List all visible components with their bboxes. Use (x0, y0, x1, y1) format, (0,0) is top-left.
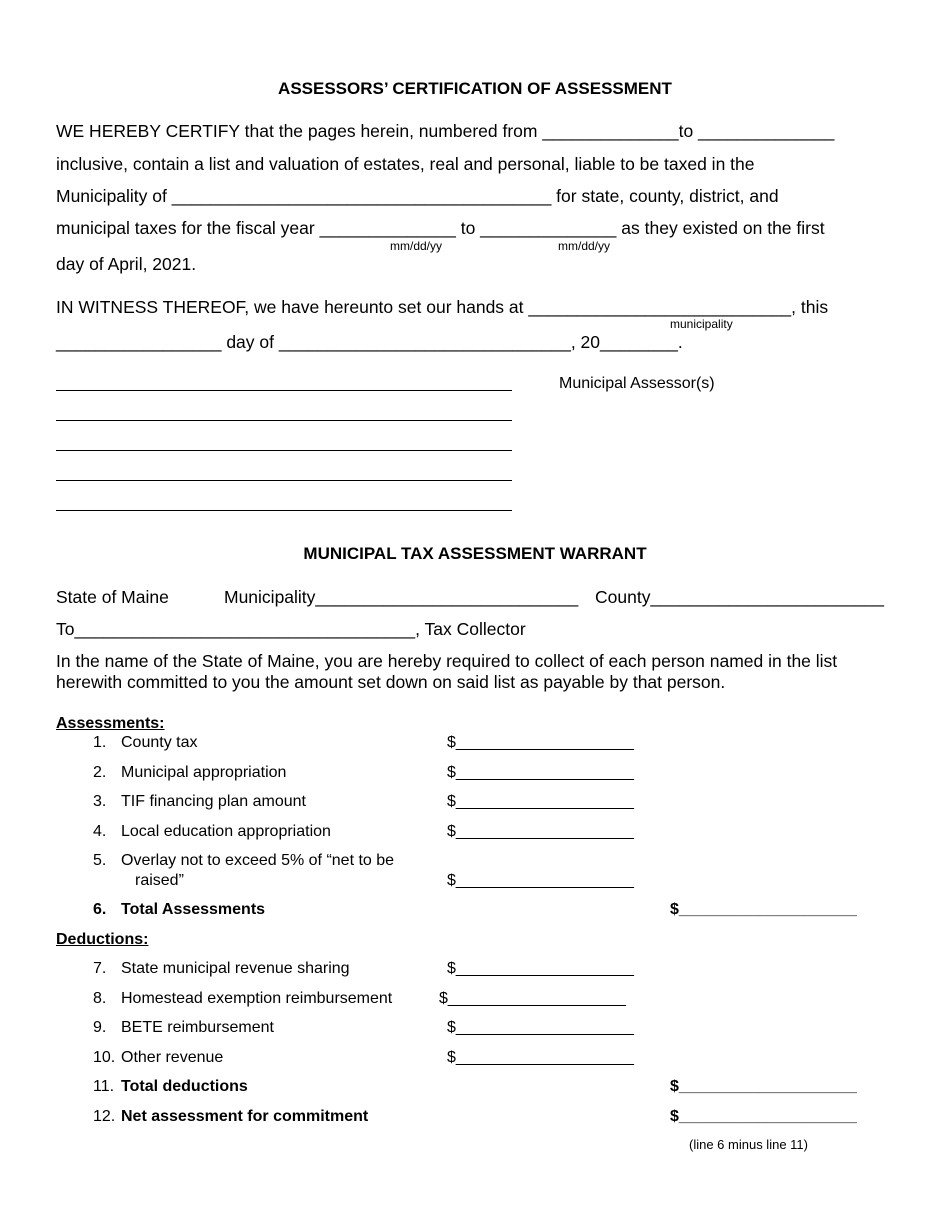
item-label-bete: BETE reimbursement (121, 1019, 274, 1036)
certify-fiscal-year-line: municipal taxes for the fiscal year ______________ to ______________ as they existed on the first (56, 218, 825, 238)
item-number: 5. (93, 852, 107, 869)
witness-date-line: _________________ day of ______________________________, 20________. (56, 332, 683, 352)
state-label: State of Maine (56, 587, 169, 607)
amount-field-county-tax[interactable]: $____________________ (447, 734, 634, 751)
signature-line-1[interactable] (56, 390, 512, 391)
item-label-tif: TIF financing plan amount (121, 793, 306, 810)
county-field[interactable]: County________________________ (595, 587, 885, 607)
deductions-heading: Deductions: (56, 931, 149, 948)
signature-line-4[interactable] (56, 480, 512, 481)
signature-line-5[interactable] (56, 510, 512, 511)
assessments-heading: Assessments: (56, 715, 165, 732)
amount-field-homestead[interactable]: $____________________ (439, 990, 626, 1007)
certify-pages-line: WE HEREBY CERTIFY that the pages herein, numbered from ______________to ______________ (56, 121, 835, 141)
municipality-hint: municipality (670, 317, 733, 331)
certify-municipality-line: Municipality of _______________________________________ for state, county, district, and (56, 186, 779, 206)
item-number: 3. (93, 793, 107, 810)
amount-field-local-education[interactable]: $____________________ (447, 823, 634, 840)
amount-field-overlay[interactable]: $____________________ (447, 872, 634, 889)
item-label-overlay: Overlay not to exceed 5% of “net to be (121, 852, 395, 869)
date-hint-start: mm/dd/yy (390, 239, 443, 253)
amount-field-revenue-sharing[interactable]: $____________________ (447, 960, 634, 977)
item-number: 11. (93, 1078, 115, 1095)
warrant-title: MUNICIPAL TAX ASSESSMENT WARRANT (303, 544, 647, 563)
item-label-total-deductions: Total deductions (121, 1078, 248, 1095)
amount-field-bete[interactable]: $____________________ (447, 1019, 634, 1036)
certify-inclusive-line: inclusive, contain a list and valuation of estates, real and personal, liable to be taxed in the (56, 154, 755, 174)
amount-field-total-deductions[interactable]: $____________________ (670, 1078, 857, 1095)
item-label-revenue-sharing: State municipal revenue sharing (121, 960, 350, 977)
item-label-homestead: Homestead exemption reimbursement (121, 990, 393, 1007)
date-hint-end: mm/dd/yy (558, 239, 611, 253)
item-label-net-assessment: Net assessment for commitment (121, 1108, 369, 1125)
item-number: 10. (93, 1049, 116, 1066)
item-number: 8. (93, 990, 107, 1007)
amount-field-net-assessment[interactable]: $____________________ (670, 1108, 857, 1125)
item-number: 6. (93, 901, 107, 918)
item-label-other-revenue: Other revenue (121, 1049, 224, 1066)
amount-field-total-assessments[interactable]: $____________________ (670, 901, 857, 918)
amount-field-other-revenue[interactable]: $____________________ (447, 1049, 634, 1066)
net-assessment-note: (line 6 minus line 11) (689, 1137, 808, 1152)
item-number: 7. (93, 960, 107, 977)
warrant-instruction: In the name of the State of Maine, you are hereby required to collect of each person named in the list herewith committed to you the amount set down on said list as payable by that person. (56, 651, 838, 692)
certification-title: ASSESSORS’ CERTIFICATION OF ASSESSMENT (278, 79, 672, 98)
item-number: 2. (93, 764, 107, 781)
witness-line: IN WITNESS THEREOF, we have hereunto set our hands at ___________________________, this (56, 297, 829, 317)
item-label-total-assessments: Total Assessments (121, 901, 266, 918)
item-label-local-education: Local education appropriation (121, 823, 331, 840)
amount-field-municipal-appropriation[interactable]: $____________________ (447, 764, 634, 781)
item-label-county-tax: County tax (121, 734, 198, 751)
signature-line-2[interactable] (56, 420, 512, 421)
certify-april-line: day of April, 2021. (56, 254, 197, 274)
amount-field-tif[interactable]: $____________________ (447, 793, 634, 810)
item-number: 4. (93, 823, 107, 840)
item-label-municipal-appropriation: Municipal appropriation (121, 764, 287, 781)
item-number: 12. (93, 1108, 116, 1125)
tax-collector-line[interactable]: To___________________________________, Tax Collector (56, 619, 526, 639)
item-number: 1. (93, 734, 107, 751)
item-number: 9. (93, 1019, 107, 1036)
municipal-assessors-label: Municipal Assessor(s) (559, 375, 715, 392)
item-label-overlay-cont: raised” (135, 872, 184, 889)
signature-line-3[interactable] (56, 450, 512, 451)
municipality-field[interactable]: Municipality___________________________ (224, 587, 579, 607)
